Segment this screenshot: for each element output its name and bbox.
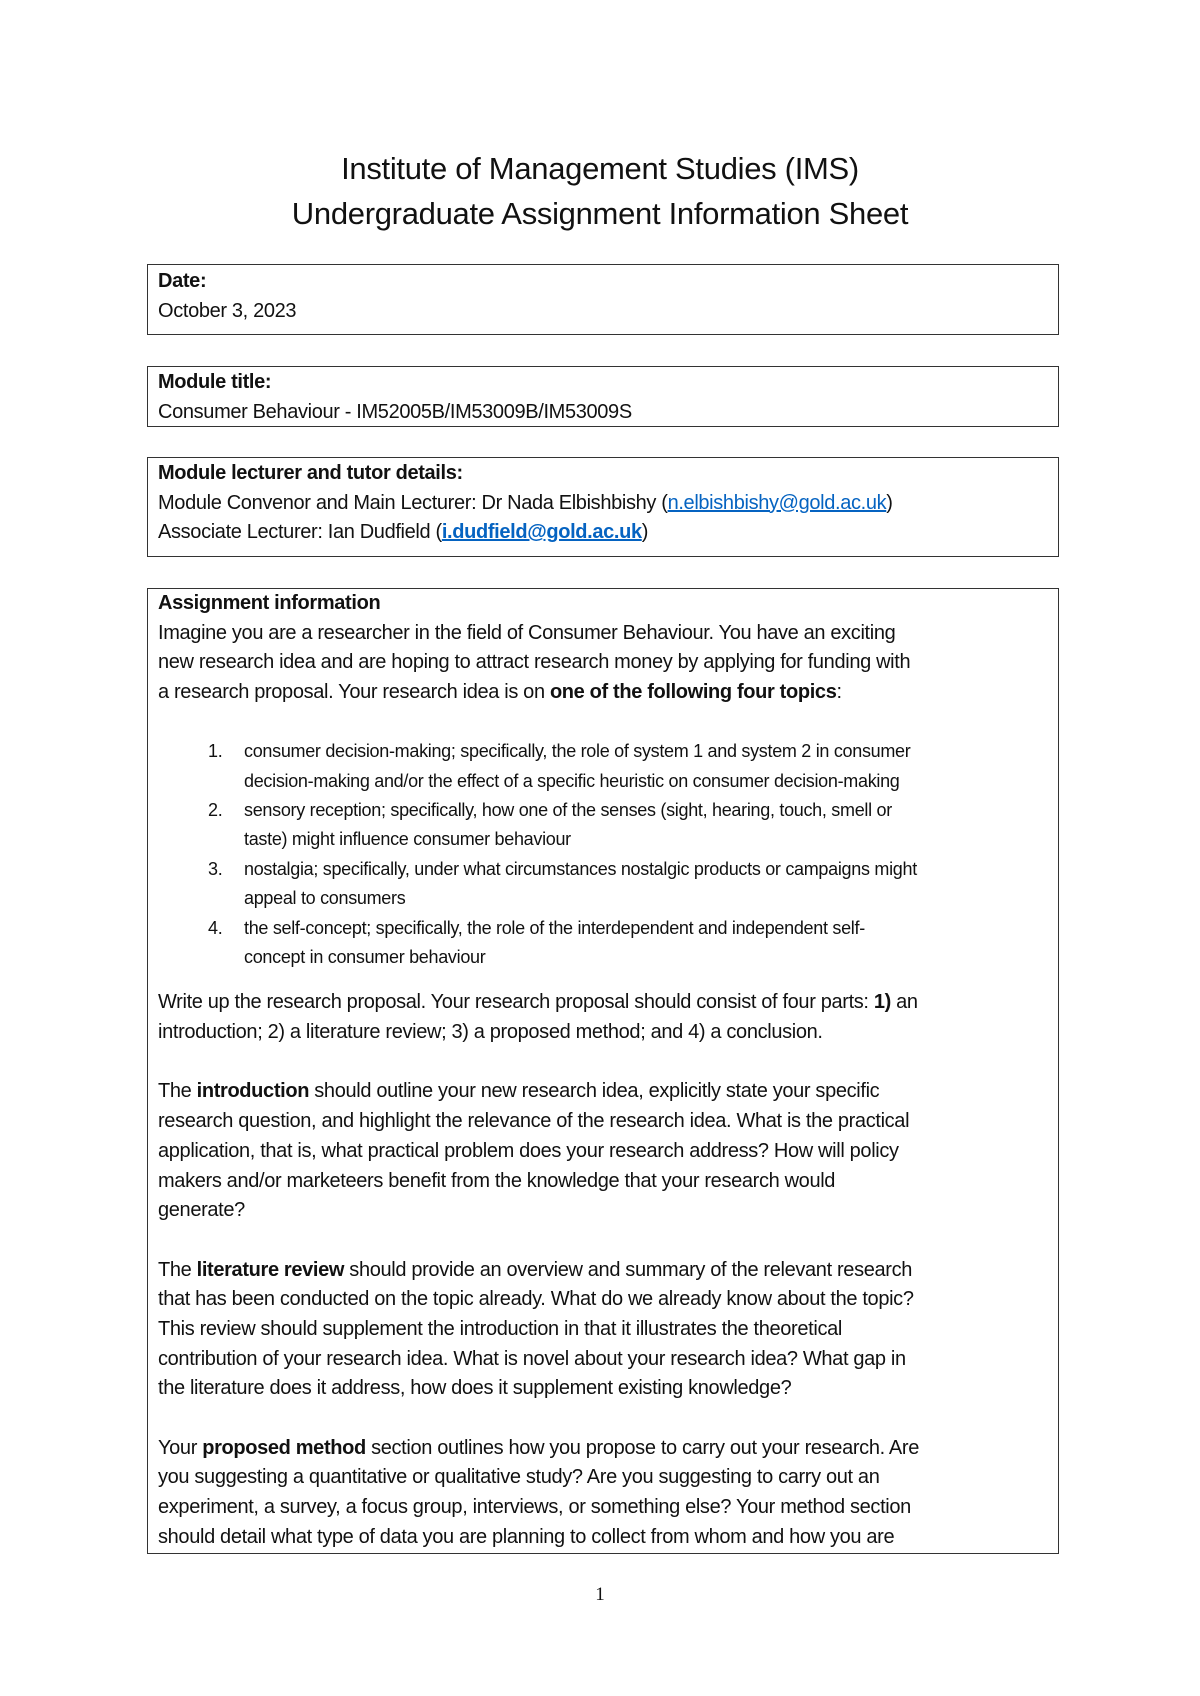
text-segment: should provide an overview and summary of the relevant research xyxy=(344,1258,912,1281)
associate-suffix: ) xyxy=(641,521,649,544)
associate-email-link[interactable]: i.dudfield@gold.ac.uk xyxy=(441,521,642,544)
text-line xyxy=(158,988,1058,1018)
topic-text: taste) might influence consumer behaviour xyxy=(244,829,571,850)
paragraph xyxy=(158,1077,1058,1225)
topic-item xyxy=(158,855,1058,914)
text-segment: an xyxy=(890,991,918,1014)
topic-text: consumer decision-making; specifically, the role of system 1 and system 2 in consumer xyxy=(244,741,911,762)
text-segment: section outlines how you propose to carry out your research. Are xyxy=(365,1436,919,1459)
text-line xyxy=(158,1523,1058,1553)
text-segment: Write up the research proposal. Your research proposal should consist of four parts: xyxy=(158,991,874,1014)
text-segment: introduction; 2) a literature review; 3) a proposed method; and 4) a conclusion. xyxy=(158,1021,823,1044)
module-title-label: Module title: xyxy=(158,371,272,393)
module-title-value: Consumer Behaviour - IM52005B/IM53009B/IM53009S xyxy=(158,400,632,423)
topic-number: 3. xyxy=(208,858,223,879)
associate-line xyxy=(158,518,1058,548)
document-title-line1: Institute of Management Studies (IMS) xyxy=(341,151,859,186)
text-line xyxy=(158,1434,1058,1464)
convenor-suffix: ) xyxy=(886,491,893,514)
text-segment: research question, and highlight the relevance of the research idea. What is the practical xyxy=(158,1110,910,1133)
topic-text: the self-concept; specifically, the role of the interdependent and independent self- xyxy=(244,917,865,938)
text-segment: Imagine you are a researcher in the field of Consumer Behaviour. You have an exciting xyxy=(158,621,896,644)
topic-text: decision-making and/or the effect of a specific heuristic on consumer decision-making xyxy=(244,770,900,791)
text-line xyxy=(158,1374,1058,1404)
text-segment: This review should supplement the introduction in that it illustrates the theoretical xyxy=(158,1317,842,1340)
date-value: October 3, 2023 xyxy=(158,299,297,322)
topics-list xyxy=(158,737,1058,972)
bold-text: 1) xyxy=(873,991,891,1014)
text-line xyxy=(158,1077,1058,1107)
paragraph xyxy=(158,1256,1058,1404)
assignment-paragraphs xyxy=(158,988,1058,1552)
document-title-line2: Undergraduate Assignment Information Sheet xyxy=(291,196,909,231)
text-line xyxy=(158,1167,1058,1197)
bold-text: literature review xyxy=(196,1258,345,1281)
text-segment: experiment, a survey, a focus group, interviews, or something else? Your method section xyxy=(158,1496,911,1519)
topic-text: concept in consumer behaviour xyxy=(244,946,486,967)
text-line xyxy=(158,1137,1058,1167)
topic-item xyxy=(158,914,1058,973)
text-segment: The xyxy=(158,1258,197,1281)
text-segment: new research idea and are hoping to attract research money by applying for funding with xyxy=(158,651,911,674)
text-line xyxy=(158,678,1058,708)
bold-text: proposed method xyxy=(202,1436,366,1459)
text-line xyxy=(158,1493,1058,1523)
text-line xyxy=(158,619,1058,649)
topic-number: 4. xyxy=(208,917,223,938)
topic-text: nostalgia; specifically, under what circumstances nostalgic products or campaigns might xyxy=(244,858,917,879)
text-segment: should outline your new research idea, explicitly state your specific xyxy=(309,1080,880,1103)
date-box xyxy=(147,264,1059,335)
text-segment: The xyxy=(158,1080,197,1103)
associate-text: Associate Lecturer: Ian Dudfield ( xyxy=(158,521,442,544)
topic-item xyxy=(158,796,1058,855)
text-line xyxy=(158,1345,1058,1375)
page-number: 1 xyxy=(595,1584,605,1605)
convenor-email-link[interactable]: n.elbishbishy@gold.ac.uk xyxy=(667,491,887,514)
lecturer-details-box xyxy=(147,457,1059,557)
paragraph xyxy=(158,988,1058,1047)
text-line xyxy=(158,1463,1058,1493)
lecturer-details-label: Module lecturer and tutor details: xyxy=(158,462,463,484)
text-segment: Your xyxy=(158,1436,203,1459)
bold-text: one of the following four topics xyxy=(549,681,837,704)
text-segment: that has been conducted on the topic already. What do we already know about the topic? xyxy=(158,1288,914,1311)
text-line xyxy=(158,1315,1058,1345)
paragraph xyxy=(158,1434,1058,1553)
assignment-heading: Assignment information xyxy=(158,592,381,614)
text-line xyxy=(158,1256,1058,1286)
module-title-box xyxy=(147,366,1059,427)
text-segment: generate? xyxy=(158,1199,245,1222)
topic-item xyxy=(158,737,1058,796)
text-segment: makers and/or marketeers benefit from the knowledge that your research would xyxy=(158,1169,836,1192)
text-segment: application, that is, what practical problem does your research address? How will policy xyxy=(158,1139,899,1162)
date-label: Date: xyxy=(158,270,207,292)
topic-number: 2. xyxy=(208,800,223,821)
text-segment: : xyxy=(836,681,842,704)
text-line xyxy=(158,1107,1058,1137)
text-segment: you suggesting a quantitative or qualitative study? Are you suggesting to carry out an xyxy=(158,1466,880,1489)
text-line xyxy=(158,648,1058,678)
bold-text: introduction xyxy=(196,1080,310,1103)
assignment-intro xyxy=(158,619,1058,708)
convenor-text: Module Convenor and Main Lecturer: Dr Nada Elbishbishy ( xyxy=(158,491,668,514)
topic-text: sensory reception; specifically, how one of the senses (sight, hearing, touch, smell or xyxy=(244,800,892,821)
text-line xyxy=(158,1018,1058,1048)
text-segment: a research proposal. Your research idea is on xyxy=(158,681,550,704)
topic-text: appeal to consumers xyxy=(244,888,406,909)
text-segment: contribution of your research idea. What is novel about your research idea? What gap in xyxy=(158,1347,906,1370)
convenor-line xyxy=(158,489,1058,519)
text-line xyxy=(158,1285,1058,1315)
topic-number: 1. xyxy=(208,741,223,762)
text-line xyxy=(158,1196,1058,1226)
text-segment: should detail what type of data you are planning to collect from whom and how you are xyxy=(158,1525,895,1548)
assignment-information-box xyxy=(147,588,1059,1554)
text-segment: the literature does it address, how does it supplement existing knowledge? xyxy=(158,1377,792,1400)
